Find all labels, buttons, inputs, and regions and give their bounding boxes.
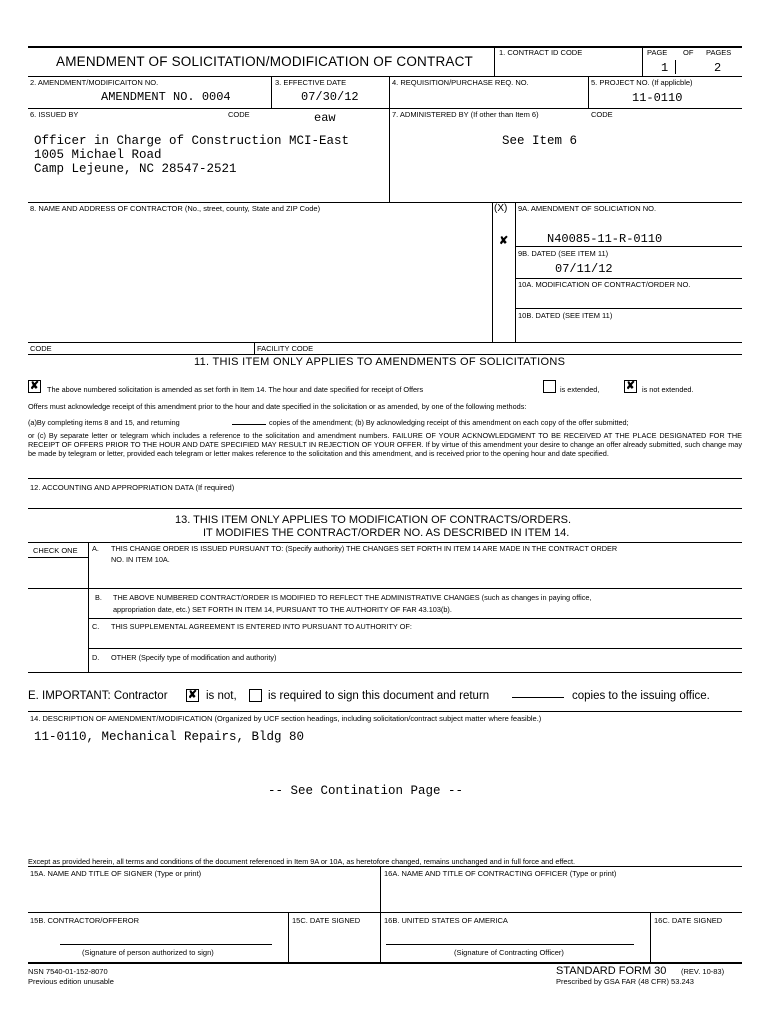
option-b-text-2: appropriation date, etc.) SET FORTH IN ITEM 14, PURSUANT TO THE AUTHORITY OF FAR 43.103(b).: [113, 605, 452, 614]
form-title: AMENDMENT OF SOLICITATION/MODIFICATION OF CONTRACT: [56, 54, 473, 69]
not-extended-checkbox[interactable]: ✘: [625, 380, 636, 392]
section-13-title-2: IT MODIFIES THE CONTRACT/ORDER NO. AS DESCRIBED IN ITEM 14.: [203, 527, 570, 539]
standard-form-title: STANDARD FORM 30: [556, 965, 667, 977]
effective-date-value: 07/30/12: [301, 90, 359, 104]
total-pages: 2: [714, 61, 722, 75]
is-required-label: is required to sign this document and return: [268, 690, 490, 702]
option-b-letter: B.: [95, 593, 102, 602]
issued-code-label: CODE: [228, 110, 250, 119]
item-10b-label: 10B. DATED (SEE ITEM 11): [518, 311, 613, 320]
officer-name-label: 16A. NAME AND TITLE OF CONTRACTING OFFICER (Type or print): [384, 869, 617, 878]
contractor-code-label: CODE: [30, 344, 52, 353]
previous-edition-note: Previous edition unusable: [28, 977, 114, 986]
item-10a-label: 10A. MODIFICATION OF CONTRACT/ORDER NO.: [518, 280, 691, 289]
method-a-cont: copies of the amendment; (b) By acknowledging receipt of this amendment on each copy of the offer submitted;: [269, 418, 629, 427]
administered-by-label: 7. ADMINISTERED BY (If other than Item 6): [392, 110, 539, 119]
page-number: 1: [661, 61, 669, 75]
is-required-checkbox[interactable]: [249, 689, 262, 702]
option-a-text-1: THIS CHANGE ORDER IS ISSUED PURSUANT TO: (Specify authority) THE CHANGES SET FORTH IN ITEM 14 ARE MADE IN THE CONTRACT ORDER: [111, 544, 618, 553]
signature-officer-caption: (Signature of Contracting Officer): [454, 948, 564, 957]
contractor-offeror-label: 15B. CONTRACTOR/OFFEROR: [30, 916, 140, 925]
option-c-letter: C.: [92, 622, 100, 631]
option-a-letter: A.: [92, 544, 99, 553]
extended-label: is extended,: [560, 385, 600, 394]
officer-date-label: 16C. DATE SIGNED: [654, 916, 723, 925]
requisition-label: 4. REQUISITION/PURCHASE REQ. NO.: [392, 78, 529, 87]
signer-name-label: 15A. NAME AND TITLE OF SIGNER (Type or print): [30, 869, 202, 878]
copies-label: copies to the issuing office.: [572, 690, 710, 702]
accounting-data-label: 12. ACCOUNTING AND APPROPRIATION DATA (If required): [30, 483, 235, 492]
administered-code-label: CODE: [591, 110, 613, 119]
x-column-header: (X): [494, 203, 508, 214]
description-line-1: 11-0110, Mechanical Repairs, Bldg 80: [34, 730, 305, 744]
important-label: E. IMPORTANT: Contractor: [28, 690, 168, 702]
option-a-text-2: NO. IN ITEM 10A.: [111, 555, 170, 564]
pages-label: PAGES: [706, 48, 732, 57]
contractor-address-label: 8. NAME AND ADDRESS OF CONTRACTOR (No., street, county, State and ZIP Code): [30, 204, 321, 213]
amended-text: The above numbered solicitation is amended as set forth in Item 14. The hour and date specified for receipt of Offers: [47, 385, 424, 394]
method-a-text: (a)By completing items 8 and 15, and returning: [28, 418, 180, 427]
signature-person-caption: (Signature of person authorized to sign): [82, 948, 214, 957]
is-not-checkbox[interactable]: ✘: [187, 689, 198, 701]
issuer-line2: 1005 Michael Road: [34, 148, 162, 162]
except-text: Except as provided herein, all terms and conditions of the document referenced in Item 9A or 10A, as heretofore changed, remains unchanged and in full force and effect.: [28, 857, 576, 866]
administered-by-value: See Item 6: [502, 134, 578, 148]
item-9b-value: 07/11/12: [555, 262, 613, 276]
item-9b-label: 9B. DATED (SEE ITEM 11): [518, 249, 609, 258]
description-line-2: -- See Contination Page --: [268, 784, 464, 798]
nsn-number: NSN 7540-01-152-8070: [28, 967, 108, 976]
page-label: PAGE: [647, 48, 668, 57]
item-9a-value: N40085-11-R-0110: [547, 232, 663, 246]
section-11-title: 11. THIS ITEM ONLY APPLIES TO AMENDMENTS OF SOLICITATIONS: [194, 356, 566, 368]
effective-date-label: 3. EFFECTIVE DATE: [275, 78, 347, 87]
is-not-label: is not,: [206, 690, 237, 702]
project-no-label: 5. PROJECT NO. (If applicble): [591, 78, 693, 87]
option-d-letter: D.: [92, 653, 100, 662]
option-b-text-1: THE ABOVE NUMBERED CONTRACT/ORDER IS MODIFIED TO REFLECT THE ADMINISTRATIVE CHANGES (such as changes in paying office,: [113, 593, 592, 602]
section-13-title-1: 13. THIS ITEM ONLY APPLIES TO MODIFICATION OF CONTRACTS/ORDERS.: [175, 514, 572, 526]
issued-by-label: 6. ISSUED BY: [30, 110, 79, 119]
facility-code-label: FACILITY CODE: [257, 344, 314, 353]
project-no-value: 11-0110: [632, 91, 683, 105]
amendment-no-label: 2. AMENDMENT/MODIFICAITON NO.: [30, 78, 159, 87]
prescribed-by: Prescribed by GSA FAR (48 CFR) 53.243: [556, 977, 694, 986]
extended-checkbox[interactable]: [543, 380, 556, 393]
form-revision: (REV. 10-83): [681, 967, 725, 976]
contract-id-label: 1. CONTRACT ID CODE: [499, 48, 583, 57]
description-label: 14. DESCRIPTION OF AMENDMENT/MODIFICATION (Organized by UCF section headings, including solicitation/contract subject matter where feasible.): [30, 714, 542, 723]
usa-label: 16B. UNITED STATES OF AMERICA: [384, 916, 508, 925]
issuer-line3: Camp Lejeune, NC 28547-2521: [34, 162, 237, 176]
item-9a-label: 9A. AMENDMENT OF SOLICIATION NO.: [518, 204, 657, 213]
issuer-line1: Officer in Charge of Construction MCI-East: [34, 134, 350, 148]
amendment-no-value: AMENDMENT NO. 0004: [101, 90, 231, 104]
not-extended-label: is not extended.: [642, 385, 694, 394]
offers-text: Offers must acknowledge receipt of this amendment prior to the hour and date specified in the solicitation or as amended, by one of the following methods:: [28, 402, 527, 411]
check-one-label: CHECK ONE: [33, 546, 78, 555]
method-c-text: or (c) By separate letter or telegram which includes a reference to the solicitation and amendment numbers. FAILURE OF YOUR ACKNOWLEDGMENT TO BE RECEIVED AT THE PLACE DESIGNATED FOR THE RECEIPT OF OFFERS PRIOR TO THE HOUR AND DATE SPECIFIED MAY RESULT IN REJECTION OF YOUR OFFER. If by virtue of this amendment your desire to change an offer already submitted, such change may be made by telegram or letter, provided each telegram or letter makes reference to the solicitation and this amendment, and is received prior to the opening hour and date specified.: [28, 431, 742, 458]
amended-checkbox[interactable]: ✘: [29, 380, 40, 392]
of-label: OF: [683, 48, 694, 57]
option-d-text: OTHER (Specify type of modification and authority): [111, 653, 277, 662]
option-c-text: THIS SUPPLEMENTAL AGREEMENT IS ENTERED INTO PURSUANT TO AUTHORITY OF:: [111, 622, 412, 631]
issued-code-value: eaw: [314, 111, 336, 125]
contractor-date-label: 15C. DATE SIGNED: [292, 916, 361, 925]
check-9a-mark[interactable]: ✘: [499, 235, 509, 247]
